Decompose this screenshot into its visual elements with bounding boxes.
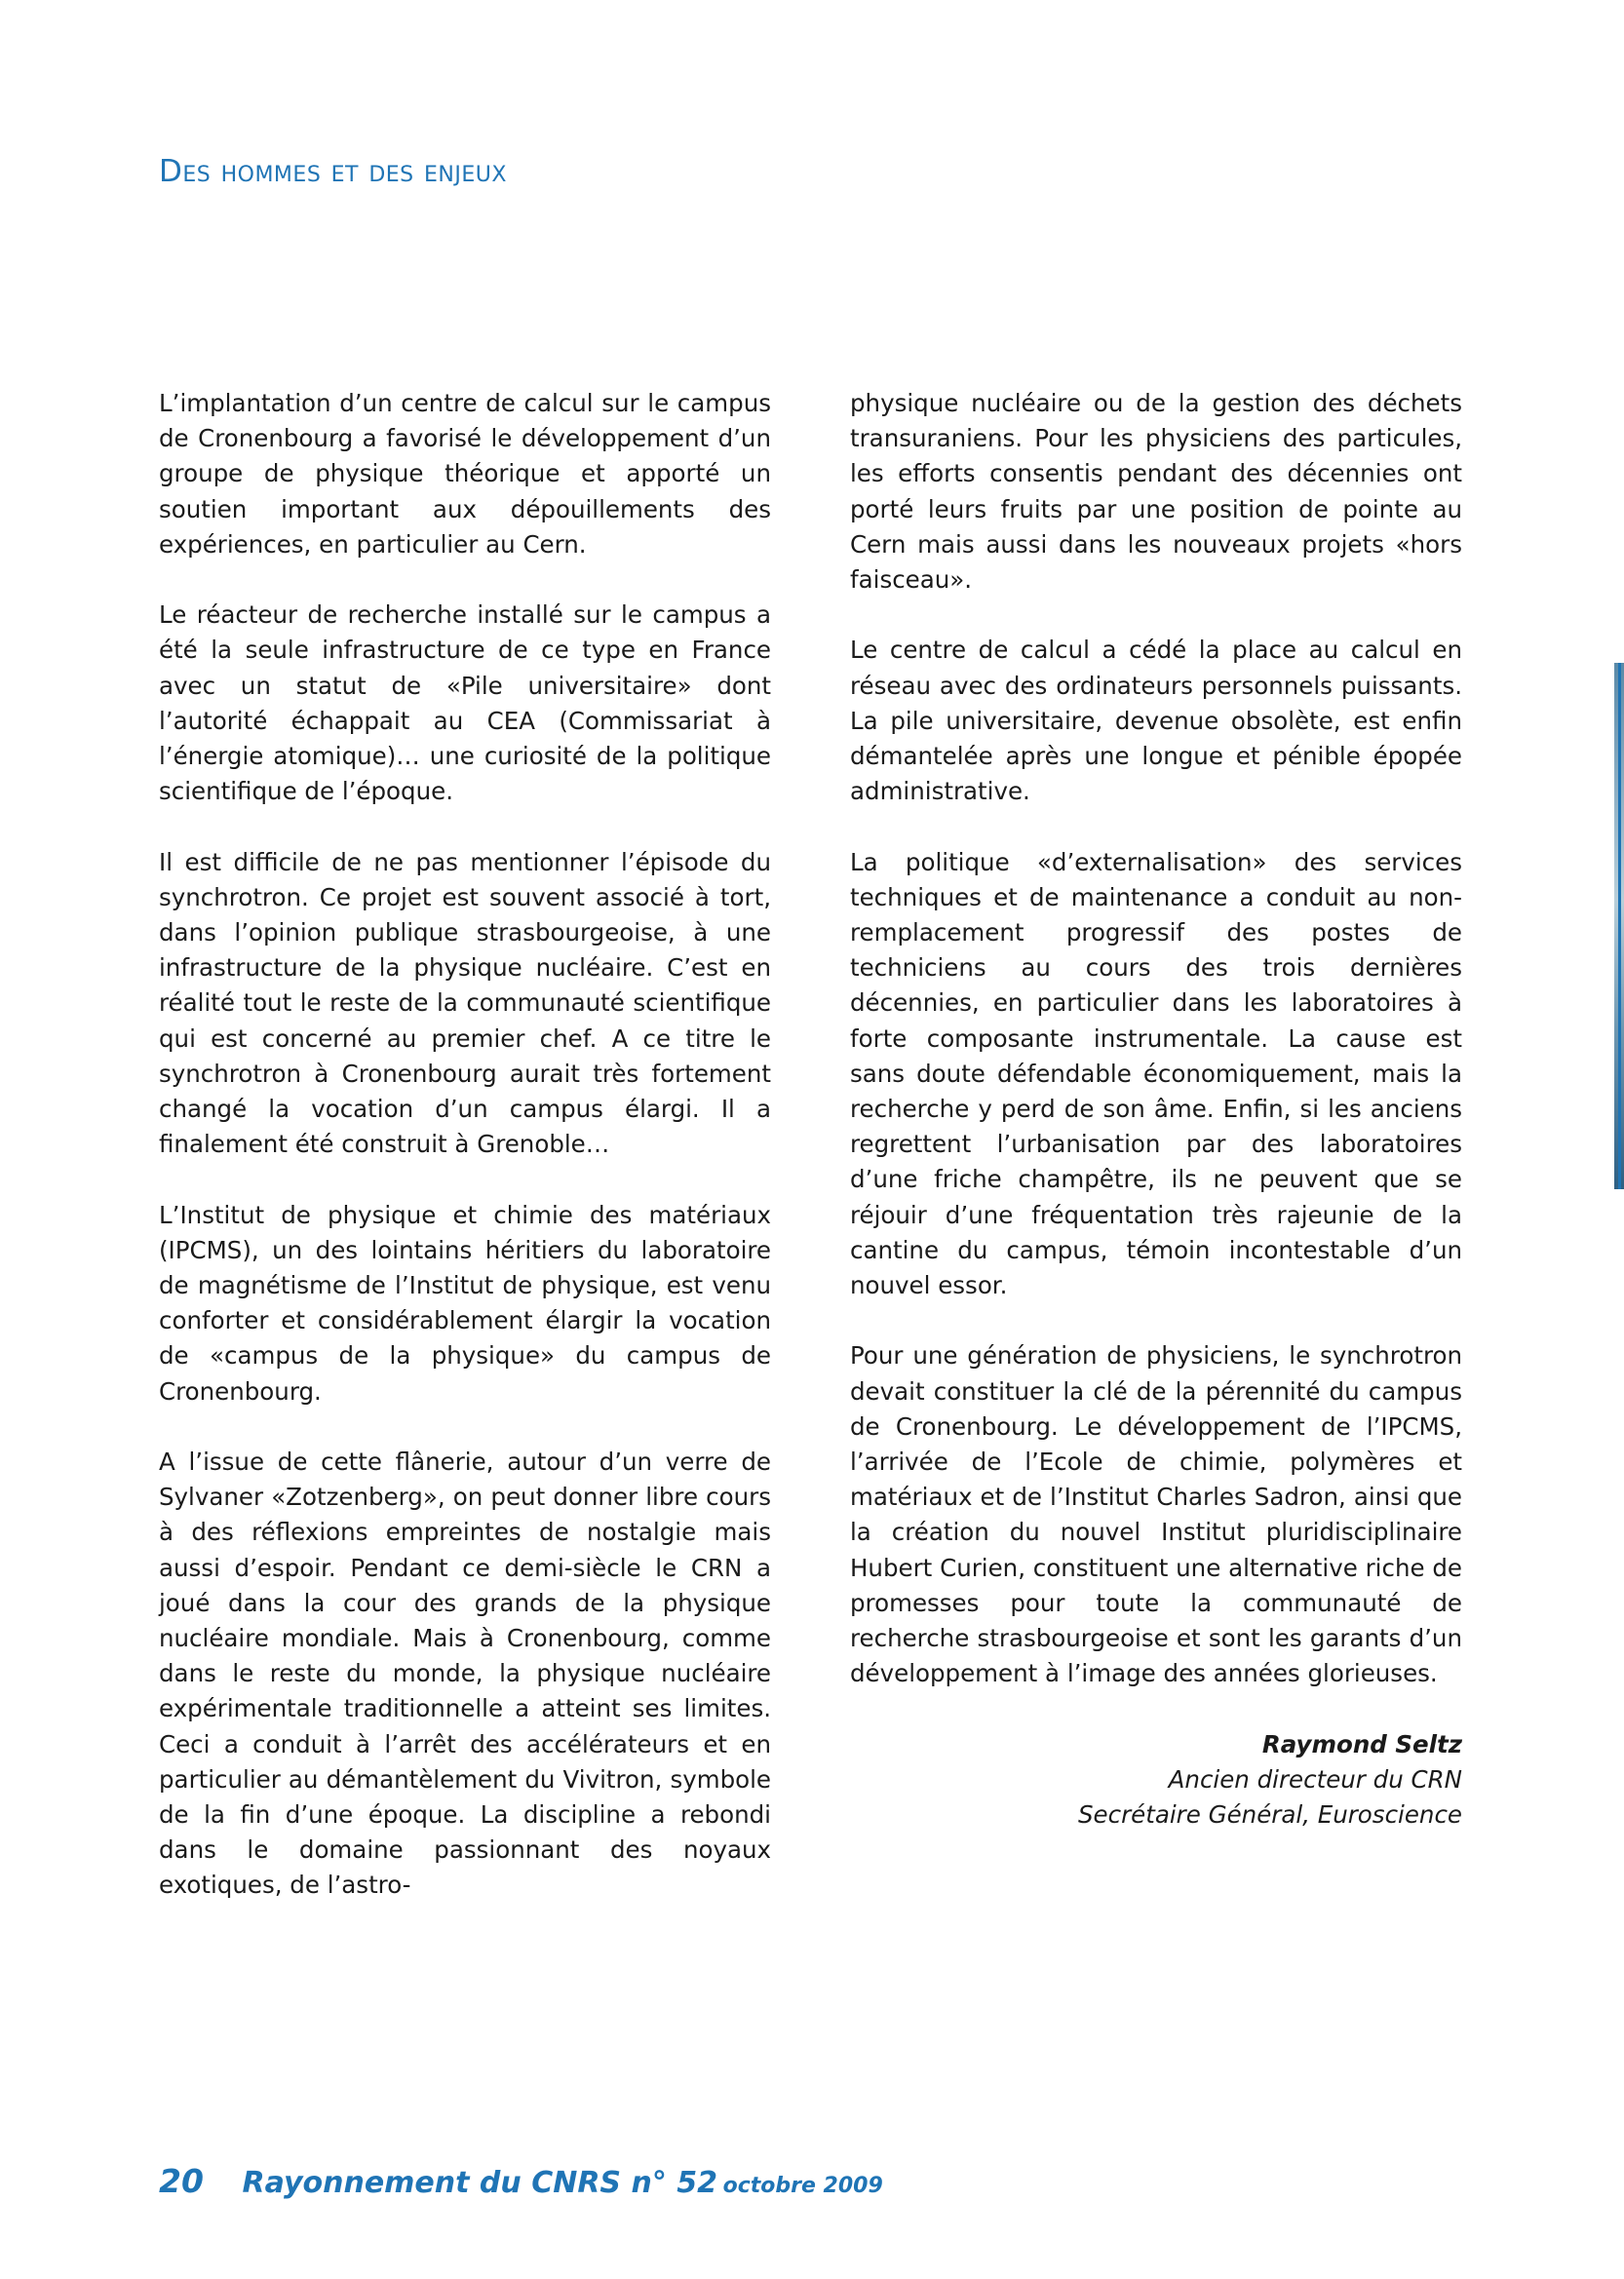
- author-role: Secrétaire Général, Euroscience: [1078, 1800, 1462, 1830]
- right-column: [850, 386, 1462, 1833]
- paragraph: Pour une génération de physiciens, le synchrotron devait constituer la clé de la pérennité du campus de Cronenbourg. Le développement de l’IPCMS, l’arrivée de l’Ecole de chimie, polymères et matériaux et de l’Institut Charles Sadron, ainsi que la création du nouvel Institut pluridisciplinaire Hubert Curien, constituent une alternative riche de promesses pour toute la communauté de recherche strasbourgeoise et sont les garants d’un développement à l’image des années glorieuses.: [850, 1341, 1462, 1688]
- author-role: Ancien directeur du CRN: [1168, 1764, 1462, 1794]
- page-number: 20: [159, 2162, 204, 2200]
- author-name: Raymond Seltz: [1261, 1729, 1462, 1758]
- paragraph: A l’issue de cette flânerie, autour d’un verre de Sylvaner «Zotzenberg», on peut donner libre cours à des réflexions empreintes de nostalgie mais aussi d’espoir. Pendant ce demi-siècle le CRN a joué dans la cour des grands de la physique nucléaire mondiale. Mais à Cronenbourg, comme dans le reste du monde, la physique nucléaire expérimentale traditionnelle a atteint ses limites. Ceci a conduit à l’arrêt des accélérateurs et en particulier au démantèlement du Vivitron, symbole de la fin d’une époque. La discipline a rebondi dans le domaine passionnant des noyaux exotiques, de l’astro-: [159, 1448, 771, 1900]
- edge-rule: [1618, 663, 1621, 1189]
- paragraph: L’Institut de physique et chimie des matériaux (IPCMS), un des lointains héritiers du laboratoire de magnétisme de l’Institut de physique, est venu conforter et considérablement élargir la vocation de «campus de la physique» du campus de Cronenbourg.: [159, 1200, 771, 1406]
- paragraph: physique nucléaire ou de la gestion des déchets transuraniens. Pour les physiciens des particules, les efforts consentis pendant des décennies ont porté leurs fruits par une position de pointe au Cern mais aussi dans les nouveaux projets «hors faisceau».: [850, 389, 1462, 595]
- paragraph: Il est difficile de ne pas mentionner l’épisode du synchrotron. Ce projet est souvent associé à tort, dans l’opinion publique strasbourgeoise, à une infrastructure de la physique nucléaire. C’est en réalité tout le reste de la communauté scientifique qui est concerné au premier chef. A ce titre le synchrotron à Cronenbourg aurait très fortement changé la vocation d’un campus élargi. Il a finalement été construit à Grenoble…: [159, 847, 771, 1159]
- paragraph: Le réacteur de recherche installé sur le campus a été la seule infrastructure de ce type en France avec un statut de «Pile universitaire» dont l’autorité échappait au CEA (Commissariat à l’énergie atomique)… une curiosité de la politique scientifique de l’époque.: [159, 600, 771, 806]
- issue-date: octobre 2009: [722, 2174, 883, 2198]
- paragraph: Le centre de calcul a cédé la place au calcul en réseau avec des ordinateurs personnels puissants. La pile universitaire, devenue obsolète, est enfin démantelée après une longue et pénible épopée administrative.: [850, 636, 1462, 806]
- page-footer: [159, 2162, 883, 2200]
- paragraph: L’implantation d’un centre de calcul sur le campus de Cronenbourg a favorisé le développement d’un groupe de physique théorique et apporté un soutien important aux dépouillements des expériences, en particulier au Cern.: [159, 389, 771, 559]
- left-column: [159, 386, 771, 1939]
- section-title: Des hommes et des enjeux: [159, 154, 507, 189]
- signature-block: [850, 1727, 1462, 1834]
- magazine-title: Rayonnement du CNRS n° 52: [242, 2166, 718, 2200]
- paragraph: La politique «d’externalisation» des services techniques et de maintenance a conduit au non-remplacement progressif des postes de techniciens au cours des trois dernières décennies, en particulier dans les laboratoires à forte composante instrumentale. La cause est sans doute défendable économiquement, mais la recherche y perd de son âme. Enfin, si les anciens regrettent l’urbanisation par des laboratoires d’une friche champêtre, ils ne peuvent que se réjouir d’une fréquentation très rajeunie de la cantine du campus, témoin incontestable d’un nouvel essor.: [850, 847, 1462, 1300]
